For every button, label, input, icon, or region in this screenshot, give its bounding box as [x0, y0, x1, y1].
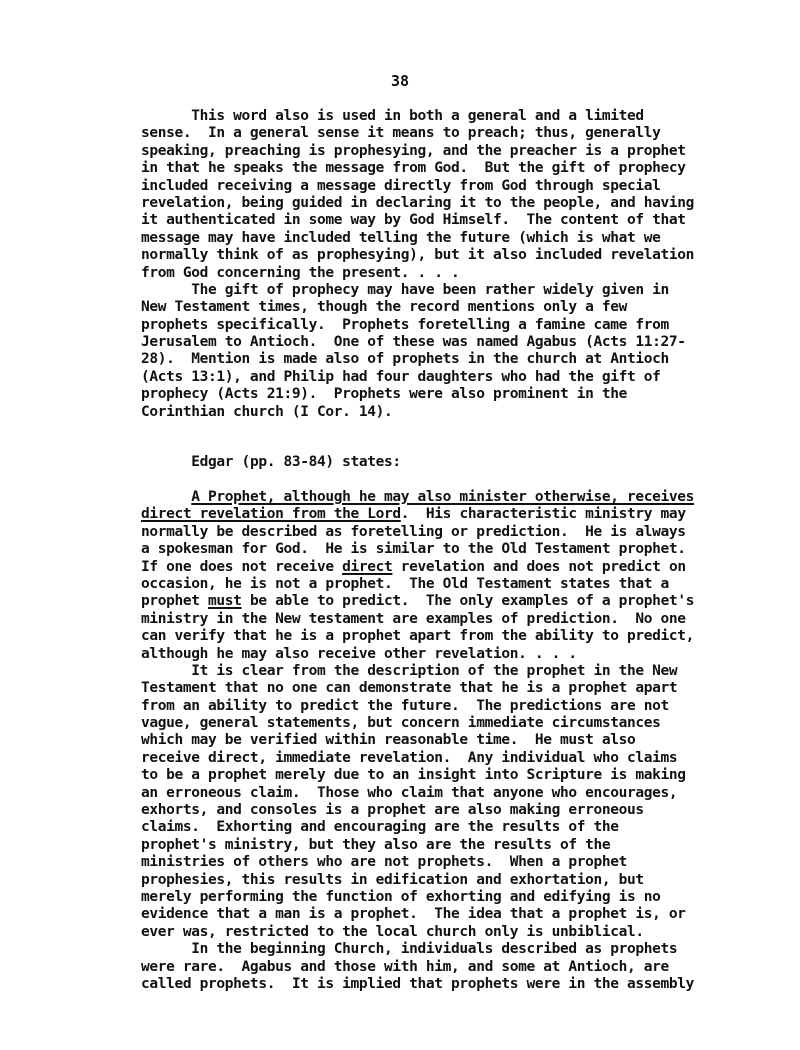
- text-line: included receiving a message directly from God through special: [141, 177, 661, 194]
- text-line: called prophets. It is implied that prophets were in the assembly: [141, 975, 695, 992]
- text-line: an erroneous claim. Those who claim that anyone who encourages,: [141, 784, 678, 801]
- intro-line: [141, 454, 721, 471]
- text-line: from God concerning the present. . . .: [141, 264, 460, 281]
- text-line: merely performing the function of exhorting and edifying is no: [141, 888, 661, 905]
- text-line: In the beginning Church, individuals described as prophets: [141, 941, 678, 958]
- text-line: prophecy (Acts 21:9). Prophets were also prominent in the: [141, 386, 628, 403]
- text-line: [141, 489, 721, 506]
- text-span: be able to predict. The only examples of a prophet's: [241, 593, 695, 610]
- text-line: vague, general statements, but concern immediate circumstances: [141, 715, 661, 732]
- text-line: 28). Mention is made also of prophets in the church at Antioch: [141, 351, 669, 368]
- text-line: which may be verified within reasonable time. He must also: [141, 732, 636, 749]
- text-line: revelation, being guided in declaring it to the people, and having: [141, 194, 695, 211]
- text-line: in that he speaks the message from God. But the gift of prophecy: [141, 160, 686, 177]
- text-span: revelation and does not predict on: [392, 558, 686, 575]
- intro-paragraph: [141, 454, 721, 471]
- text-line: [141, 559, 721, 576]
- page-number: 38: [390, 72, 410, 90]
- text-line: although he may also receive other revelation. . . .: [141, 645, 577, 662]
- text-line: message may have included telling the future (which is what we: [141, 229, 661, 246]
- text-line: normally think of as prophesying), but it also included revelation: [141, 247, 695, 264]
- text-line: prophet's ministry, but they also are the results of the: [141, 836, 611, 853]
- block-quote-first: [141, 108, 721, 421]
- underlined-text: direct: [342, 558, 393, 575]
- underlined-text: direct revelation from the Lord: [141, 506, 401, 523]
- text-line: New Testament times, though the record mentions only a few: [141, 299, 628, 316]
- text-line: ministry in the New testament are examples of prediction. No one: [141, 610, 686, 627]
- text-line: [141, 593, 721, 610]
- text-line: receive direct, immediate revelation. Any individual who claims: [141, 749, 678, 766]
- text-line: speaking, preaching is prophesying, and the preacher is a prophet: [141, 142, 686, 159]
- text-line: Jerusalem to Antioch. One of these was named Agabus (Acts 11:27-: [141, 334, 686, 351]
- text-span: prophet: [141, 593, 209, 610]
- text-line: normally be described as foretelling or prediction. He is always: [141, 523, 686, 540]
- text-line: (Acts 13:1), and Philip had four daughters who had the gift of: [141, 368, 661, 385]
- underlined-text: must: [208, 593, 242, 610]
- text-line: It is clear from the description of the prophet in the New: [141, 662, 678, 679]
- intro-text: Edgar (pp. 83-84) states:: [191, 454, 401, 470]
- text-line: sense. In a general sense it means to preach; thus, generally: [141, 125, 661, 142]
- text-line: This word also is used in both a general and a limited: [141, 108, 644, 124]
- text-line: Testament that no one can demonstrate that he is a prophet apart: [141, 680, 678, 697]
- text-line: occasion, he is not a prophet. The Old Testament states that a: [141, 575, 669, 592]
- text-line: to be a prophet merely due to an insight into Scripture is making: [141, 767, 686, 784]
- text-span: . His characteristic ministry may: [400, 506, 686, 523]
- text-line: claims. Exhorting and encouraging are the results of the: [141, 819, 619, 836]
- text-line: evidence that a man is a prophet. The idea that a prophet is, or: [141, 906, 686, 923]
- text-line: exhorts, and consoles is a prophet are also making erroneous: [141, 802, 644, 819]
- text-line: prophesies, this results in edification and exhortation, but: [141, 871, 644, 888]
- text-line: [141, 506, 721, 523]
- text-line: can verify that he is a prophet apart from the ability to predict,: [141, 628, 695, 645]
- text-line: a spokesman for God. He is similar to the Old Testament prophet.: [141, 541, 686, 558]
- text-line: it authenticated in some way by God Himself. The content of that: [141, 212, 686, 229]
- text-line: The gift of prophecy may have been rather widely given in: [141, 281, 669, 298]
- text-line: Corinthian church (I Cor. 14).: [141, 403, 393, 420]
- text-line: prophets specifically. Prophets foretelling a famine came from: [141, 316, 669, 333]
- underlined-text: A Prophet, although he may also minister otherwise, receives: [191, 489, 695, 505]
- block-quote-edgar: [141, 489, 721, 993]
- indent: [141, 489, 191, 505]
- text-line: ever was, restricted to the local church only is unbiblical.: [141, 923, 644, 940]
- text-line: from an ability to predict the future. The predictions are not: [141, 697, 669, 714]
- indent: [141, 454, 191, 470]
- text-line: were rare. Agabus and those with him, and some at Antioch, are: [141, 958, 669, 975]
- text-span: If one does not receive: [141, 558, 343, 575]
- text-line: ministries of others who are not prophets. When a prophet: [141, 854, 628, 871]
